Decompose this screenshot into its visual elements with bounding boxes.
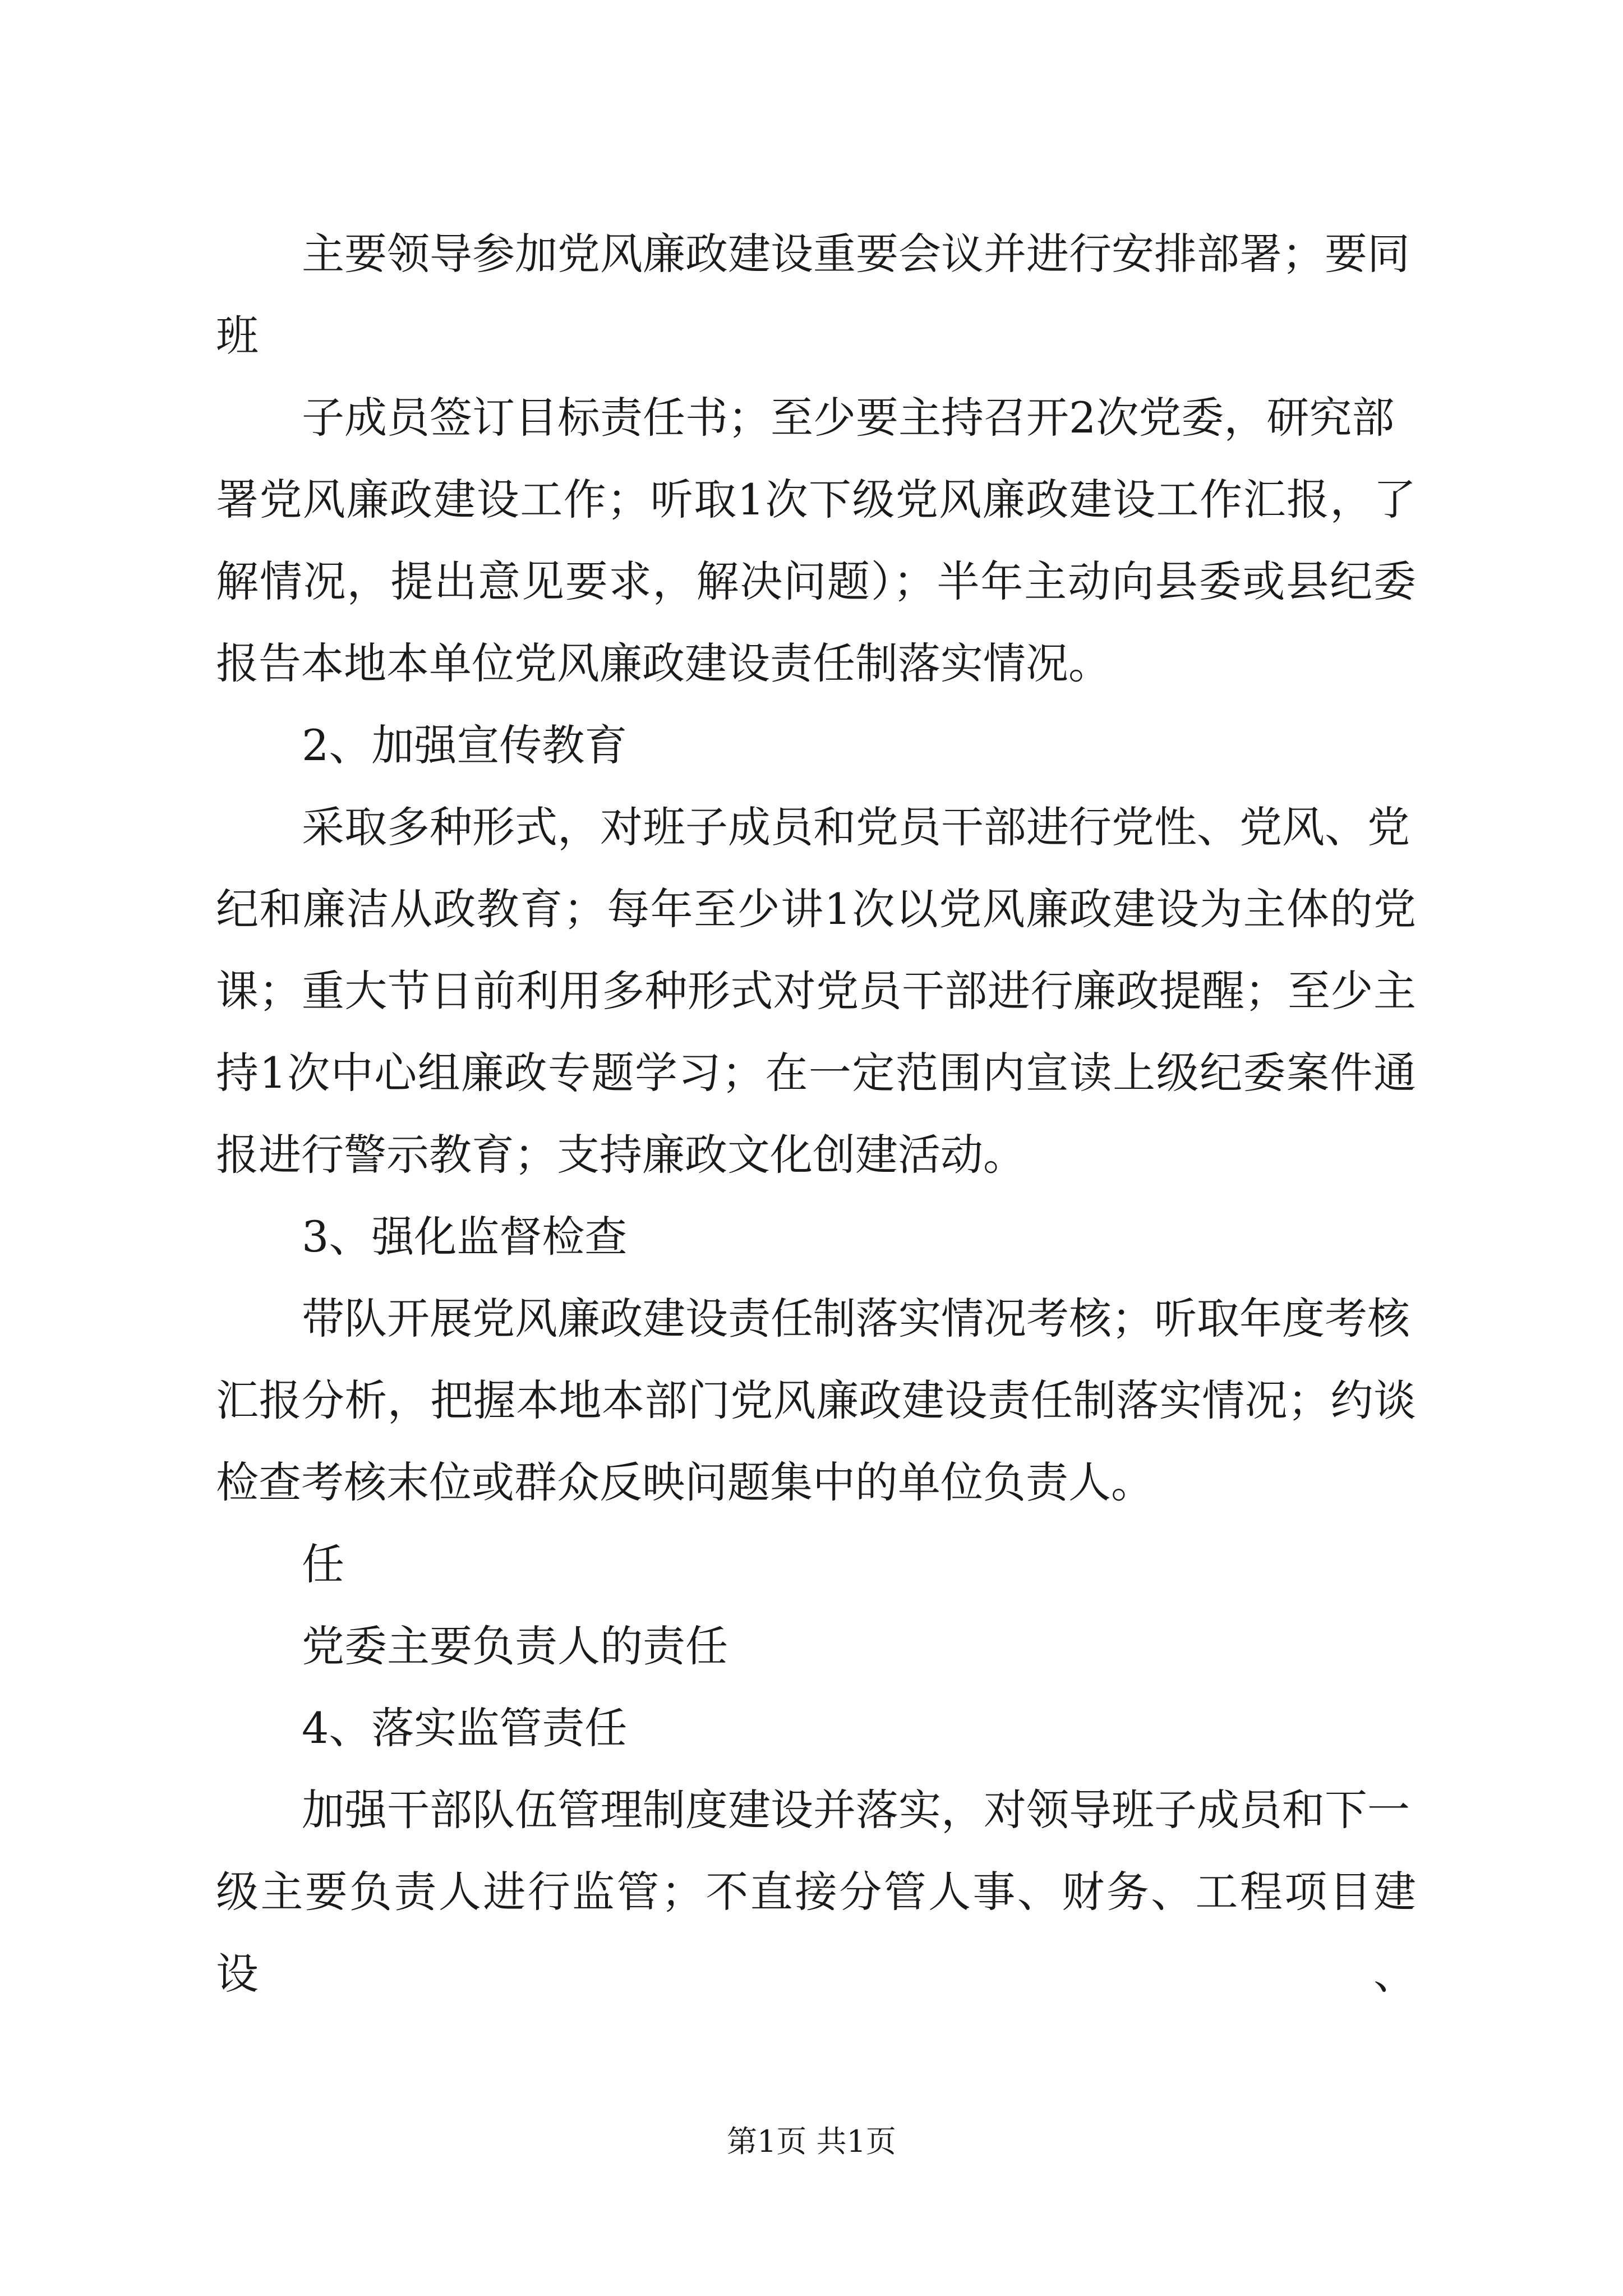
paragraph-line: 署党风廉政建设工作；听取1次下级党风廉政建设工作汇报，了 xyxy=(216,475,1416,524)
paragraph-line: 带队开展党风廉政建设责任制落实情况考核；听取年度考核 xyxy=(302,1294,1410,1343)
paragraph-line: 汇报分析，把握本地本部门党风廉政建设责任制落实情况；约谈 xyxy=(216,1375,1416,1425)
paragraph-line: 纪和廉洁从政教育；每年至少讲1次以党风廉政建设为主体的党 xyxy=(216,884,1416,934)
section-heading: 3、强化监督检查 xyxy=(302,1212,628,1262)
paragraph-line: 级主要负责人进行监管；不直接分管人事、财务、工程项目建设、 xyxy=(216,1867,1416,1999)
paragraph-line: 党委主要负责人的责任 xyxy=(302,1621,728,1671)
paragraph-line: 报进行警示教育；支持廉政文化创建活动。 xyxy=(216,1130,1026,1180)
paragraph-line: 报告本地本单位党风廉政建设责任制落实情况。 xyxy=(216,638,1111,688)
paragraph-line: 采取多种形式，对班子成员和党员干部进行党性、党风、党 xyxy=(302,802,1410,852)
paragraph-line: 解情况，提出意见要求，解决问题）；半年主动向县委或县纪委 xyxy=(216,556,1416,606)
paragraph-line: 课；重大节日前利用多种形式对党员干部进行廉政提醒；至少主 xyxy=(216,966,1416,1016)
paragraph-line: 主要领导参加党风廉政建设重要会议并进行安排部署；要同 xyxy=(302,229,1410,279)
paragraph-line: 检查考核末位或群众反映问题集中的单位负责人。 xyxy=(216,1457,1154,1507)
section-heading: 4、落实监管责任 xyxy=(302,1703,628,1753)
section-heading: 2、加强宣传教育 xyxy=(302,720,628,770)
paragraph-line: 持1次中心组廉政专题学习；在一定范围内宣读上级纪委案件通 xyxy=(216,1048,1416,1098)
paragraph-line: 加强干部队伍管理制度建设并落实，对领导班子成员和下一 xyxy=(302,1785,1410,1835)
document-body xyxy=(216,213,1416,1999)
paragraph-line: 子成员签订目标责任书；至少要主持召开2次党委，研究部 xyxy=(302,393,1395,443)
paragraph-line: 班 xyxy=(216,311,259,361)
page-footer: 第1页 共1页 xyxy=(727,2124,896,2159)
paragraph-line: 任 xyxy=(302,1539,344,1589)
